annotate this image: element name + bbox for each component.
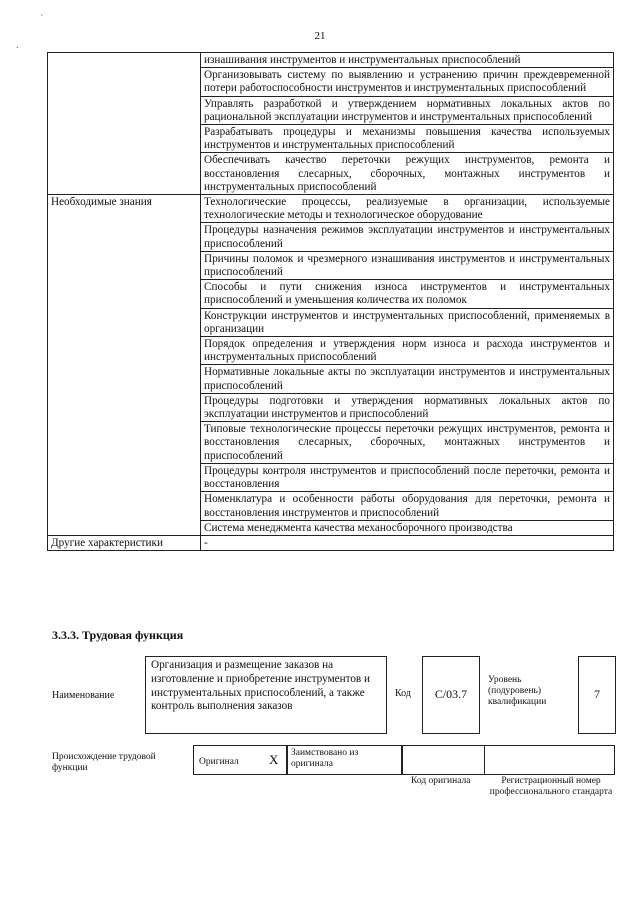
row-text: Порядок определения и утверждения норм износа и расхода инструментов и инструментальных приспособлений — [201, 337, 614, 365]
code-original-caption: Код оригинала — [411, 776, 471, 786]
origin-label: Происхождение трудовой функции — [52, 752, 156, 773]
row-text: Нормативные локальные акты по эксплуатации инструментов и инструментальных приспособлений — [201, 365, 614, 393]
row-label — [48, 53, 201, 195]
row-text: Способы и пути снижения износа инструментов и инструментальных приспособлений и уменьшения количества их поломок — [201, 280, 614, 308]
row-label: Другие характеристики — [48, 535, 201, 550]
requirements-table — [47, 52, 614, 551]
margin-mark: . — [16, 40, 19, 51]
table-row — [48, 53, 614, 68]
row-text: Обеспечивать качество переточки режущих инструментов, ремонта и восстановления слесарных, сборочных, монтажных инструментов и инструментальных приспособлений — [201, 153, 614, 195]
code-box — [422, 656, 480, 734]
table-row — [48, 535, 614, 550]
margin-mark: ` — [40, 14, 44, 25]
row-text: Конструкции инструментов и инструментальных приспособлений, применяемых в организации — [201, 308, 614, 336]
section-title: 3.3.3. Трудовая функция — [52, 628, 184, 642]
original-label: Оригинал — [199, 757, 239, 767]
table-row — [48, 195, 614, 223]
row-text: Номенклатура и особенности работы оборудования для переточки, ремонта и восстановления инструментов и приспособлений — [201, 492, 614, 520]
function-name: Организация и размещение заказов на изготовление и приобретение инструментов и инструментальных приспособлений, а также контроль выполнения заказов — [151, 659, 370, 713]
name-label: Наименование — [52, 690, 115, 701]
row-text: изнашивания инструментов и инструментальных приспособлений — [201, 53, 614, 68]
row-text: Процедуры подготовки и утверждения нормативных локальных актов по эксплуатации инструментов и приспособлений — [201, 393, 614, 421]
row-text: Организовывать систему по выявлению и устранению причин преждевременной потери работоспособности инструментов и инструментальных приспособлений — [201, 68, 614, 96]
row-text: Технологические процессы, реализуемые в организации, используемые технологические методы и технологическое оборудование — [201, 195, 614, 223]
borrowed-label: Заимствовано из оригинала — [291, 748, 359, 769]
reg-number-caption: Регистрационный номер профессионального стандарта — [489, 776, 613, 797]
row-text: Разрабатывать процедуры и механизмы повышения качества используемых инструментов и инструментальных приспособлений — [201, 125, 614, 153]
row-text: Управлять разработкой и утверждением нормативных локальных актов по рациональной эксплуатации инструментов и инструментальных приспособлений — [201, 96, 614, 124]
page-number: 21 — [314, 30, 326, 42]
level-value: 7 — [594, 687, 600, 701]
name-value-box — [145, 656, 387, 734]
row-text: Процедуры назначения режимов эксплуатации инструментов и инструментальных приспособлений — [201, 223, 614, 251]
row-label: Необходимые знания — [48, 195, 201, 536]
code-label: Код — [395, 688, 411, 699]
code-value: C/03.7 — [434, 687, 468, 701]
level-label: Уровень (подуровень) квалификации — [488, 675, 547, 707]
code-original-cell — [401, 745, 485, 775]
row-text: Процедуры контроля инструментов и приспособлений после переточки, ремонта и восстановления — [201, 463, 614, 491]
level-box — [578, 656, 616, 734]
row-text: Типовые технологические процессы переточки режущих инструментов, ремонта и восстановления слесарных, сборочных, монтажных инструментов и приспособлений — [201, 422, 614, 464]
row-text: Система менеджмента качества механосборочного производства — [201, 520, 614, 535]
row-text: - — [201, 535, 614, 550]
original-mark: X — [269, 752, 279, 767]
row-text: Причины поломок и чрезмерного изнашивания инструментов и инструментальных приспособлений — [201, 251, 614, 279]
